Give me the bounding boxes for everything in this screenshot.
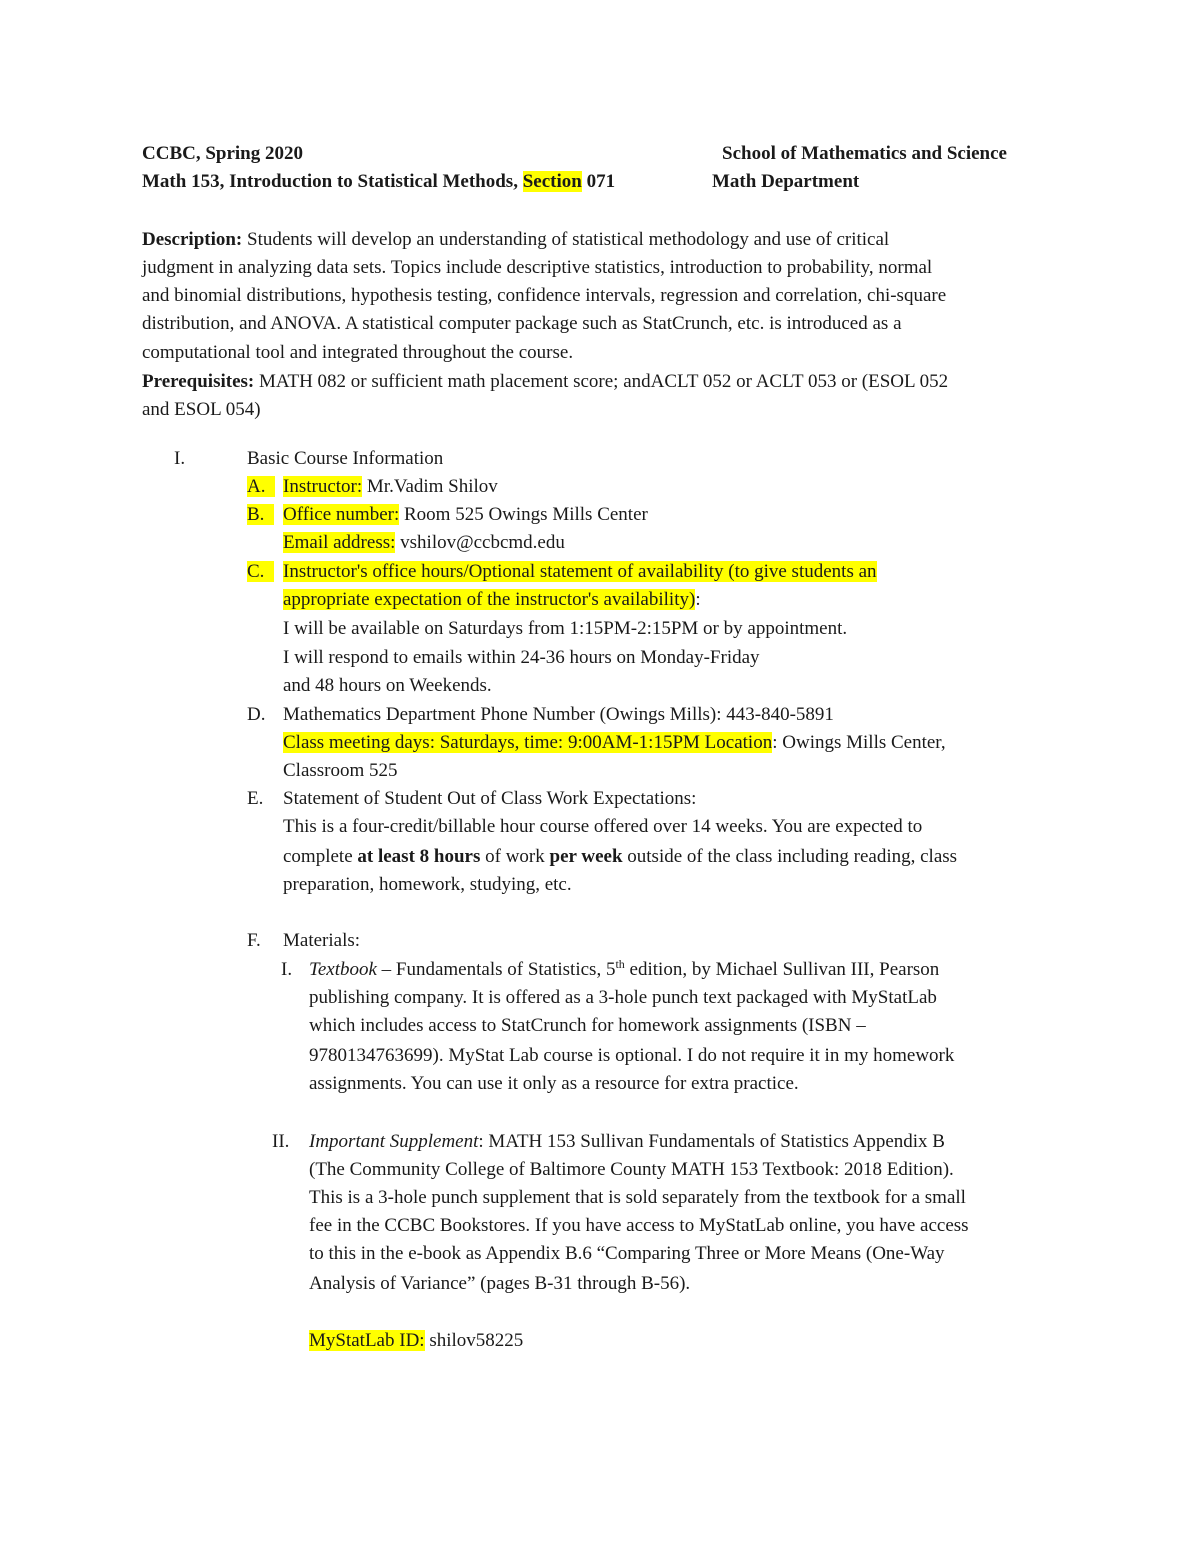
textbook-text: assignments. You can use it only as a resource for extra practice. bbox=[309, 1073, 799, 1094]
supplement-text: fee in the CCBC Bookstores. If you have access to MyStatLab online, you have access bbox=[309, 1215, 969, 1236]
supplement-text: to this in the e-book as Appendix B.6 “Comparing Three or More Means (One-Way bbox=[309, 1243, 945, 1264]
item-mark-b: B. bbox=[247, 501, 274, 529]
item-mark-c: C. bbox=[247, 558, 274, 586]
supplement-line: Important Supplement: MATH 153 Sullivan Fundamentals of Statistics Appendix B bbox=[309, 1131, 945, 1152]
work-expectations-text: preparation, homework, studying, etc. bbox=[283, 874, 572, 895]
instructor-line bbox=[283, 473, 498, 501]
college-term: CCBC, Spring 2020 bbox=[142, 143, 303, 164]
description-line: computational tool and integrated throughout the course. bbox=[142, 342, 574, 363]
section-numeral: I. bbox=[174, 448, 186, 469]
prerequisites-label: Prerequisites: bbox=[142, 371, 255, 392]
course-title: Math 153, Introduction to Statistical Methods, Section 071 bbox=[142, 171, 616, 192]
office-hours-text: I will be available on Saturdays from 1:15PM-2:15PM or by appointment. bbox=[283, 618, 848, 639]
supplement-text: This is a 3-hole punch supplement that is sold separately from the textbook for a small bbox=[309, 1187, 966, 1208]
prerequisites-line: and ESOL 054) bbox=[142, 399, 261, 420]
office-hours-text: and 48 hours on Weekends. bbox=[283, 675, 492, 696]
prerequisites-line: Prerequisites: MATH 082 or sufficient math placement score; andACLT 052 or ACLT 053 or (ESOL 052 bbox=[142, 371, 949, 392]
mystatlab-line bbox=[309, 1327, 523, 1355]
textbook-text: which includes access to StatCrunch for homework assignments (ISBN – bbox=[309, 1015, 866, 1036]
office-hours-text: I will respond to emails within 24-36 hours on Monday-Friday bbox=[283, 647, 760, 668]
office-label: Office number: bbox=[283, 504, 400, 525]
description-line: judgment in analyzing data sets. Topics include descriptive statistics, introduction to probability, normal bbox=[142, 257, 933, 278]
materials-heading: Materials: bbox=[283, 930, 361, 951]
textbook-line: Textbook – Fundamentals of Statistics, 5th edition, by Michael Sullivan III, Pearson bbox=[309, 957, 940, 980]
material-mark-1: I. bbox=[281, 959, 293, 980]
item-mark-e: E. bbox=[247, 788, 264, 809]
department-name: Math Department bbox=[712, 171, 860, 192]
class-meeting-line: Class meeting days: Saturdays, time: 9:00AM-1:15PM Location: Owings Mills Center, bbox=[283, 732, 946, 753]
section-title: Basic Course Information bbox=[247, 448, 444, 469]
email-line bbox=[283, 529, 565, 557]
description-line: and binomial distributions, hypothesis testing, confidence intervals, regression and correlation, chi-square bbox=[142, 285, 947, 306]
description-line: distribution, and ANOVA. A statistical computer package such as StatCrunch, etc. is introduced as a bbox=[142, 313, 902, 334]
textbook-text: 9780134763699). MyStat Lab course is optional. I do not require it in my homework bbox=[309, 1045, 955, 1066]
office-value: Room 525 Owings Mills Center bbox=[399, 504, 648, 525]
textbook-title: Textbook bbox=[309, 959, 377, 980]
office-line bbox=[283, 501, 648, 529]
mystatlab-label: MyStatLab ID: bbox=[309, 1330, 425, 1351]
item-mark-f: F. bbox=[247, 930, 261, 951]
instructor-label: Instructor: bbox=[283, 476, 363, 497]
school-name: School of Mathematics and Science bbox=[722, 143, 1007, 164]
instructor-name: Mr.Vadim Shilov bbox=[362, 476, 498, 497]
work-expectations-text: complete at least 8 hours of work per week outside of the class including reading, class bbox=[283, 846, 958, 867]
department-phone: Mathematics Department Phone Number (Owings Mills): 443-840-5891 bbox=[283, 704, 834, 725]
email-label: Email address: bbox=[283, 532, 396, 553]
section-word: Section bbox=[522, 171, 582, 192]
description-label: Description: bbox=[142, 229, 243, 250]
office-hours-heading: appropriate expectation of the instructor's availability): bbox=[283, 589, 701, 610]
supplement-text: (The Community College of Baltimore County MATH 153 Textbook: 2018 Edition). bbox=[309, 1159, 954, 1180]
textbook-text: publishing company. It is offered as a 3-hole punch text packaged with MyStatLab bbox=[309, 987, 937, 1008]
work-expectations-text: This is a four-credit/billable hour course offered over 14 weeks. You are expected to bbox=[283, 816, 923, 837]
email-value: vshilov@ccbcmd.edu bbox=[395, 532, 565, 553]
item-mark-a: A. bbox=[247, 473, 275, 501]
description-line: Description: Students will develop an understanding of statistical methodology and use of critical bbox=[142, 229, 890, 250]
supplement-title: Important Supplement bbox=[309, 1131, 479, 1152]
mystatlab-id: shilov58225 bbox=[424, 1330, 524, 1351]
material-mark-2: II. bbox=[272, 1131, 290, 1152]
item-mark-d: D. bbox=[247, 704, 266, 725]
office-hours-heading: Instructor's office hours/Optional statement of availability (to give students an bbox=[283, 561, 877, 582]
classroom-line: Classroom 525 bbox=[283, 760, 398, 781]
supplement-text: Analysis of Variance” (pages B-31 through B-56). bbox=[309, 1273, 691, 1294]
work-expectations-heading: Statement of Student Out of Class Work Expectations: bbox=[283, 788, 697, 809]
